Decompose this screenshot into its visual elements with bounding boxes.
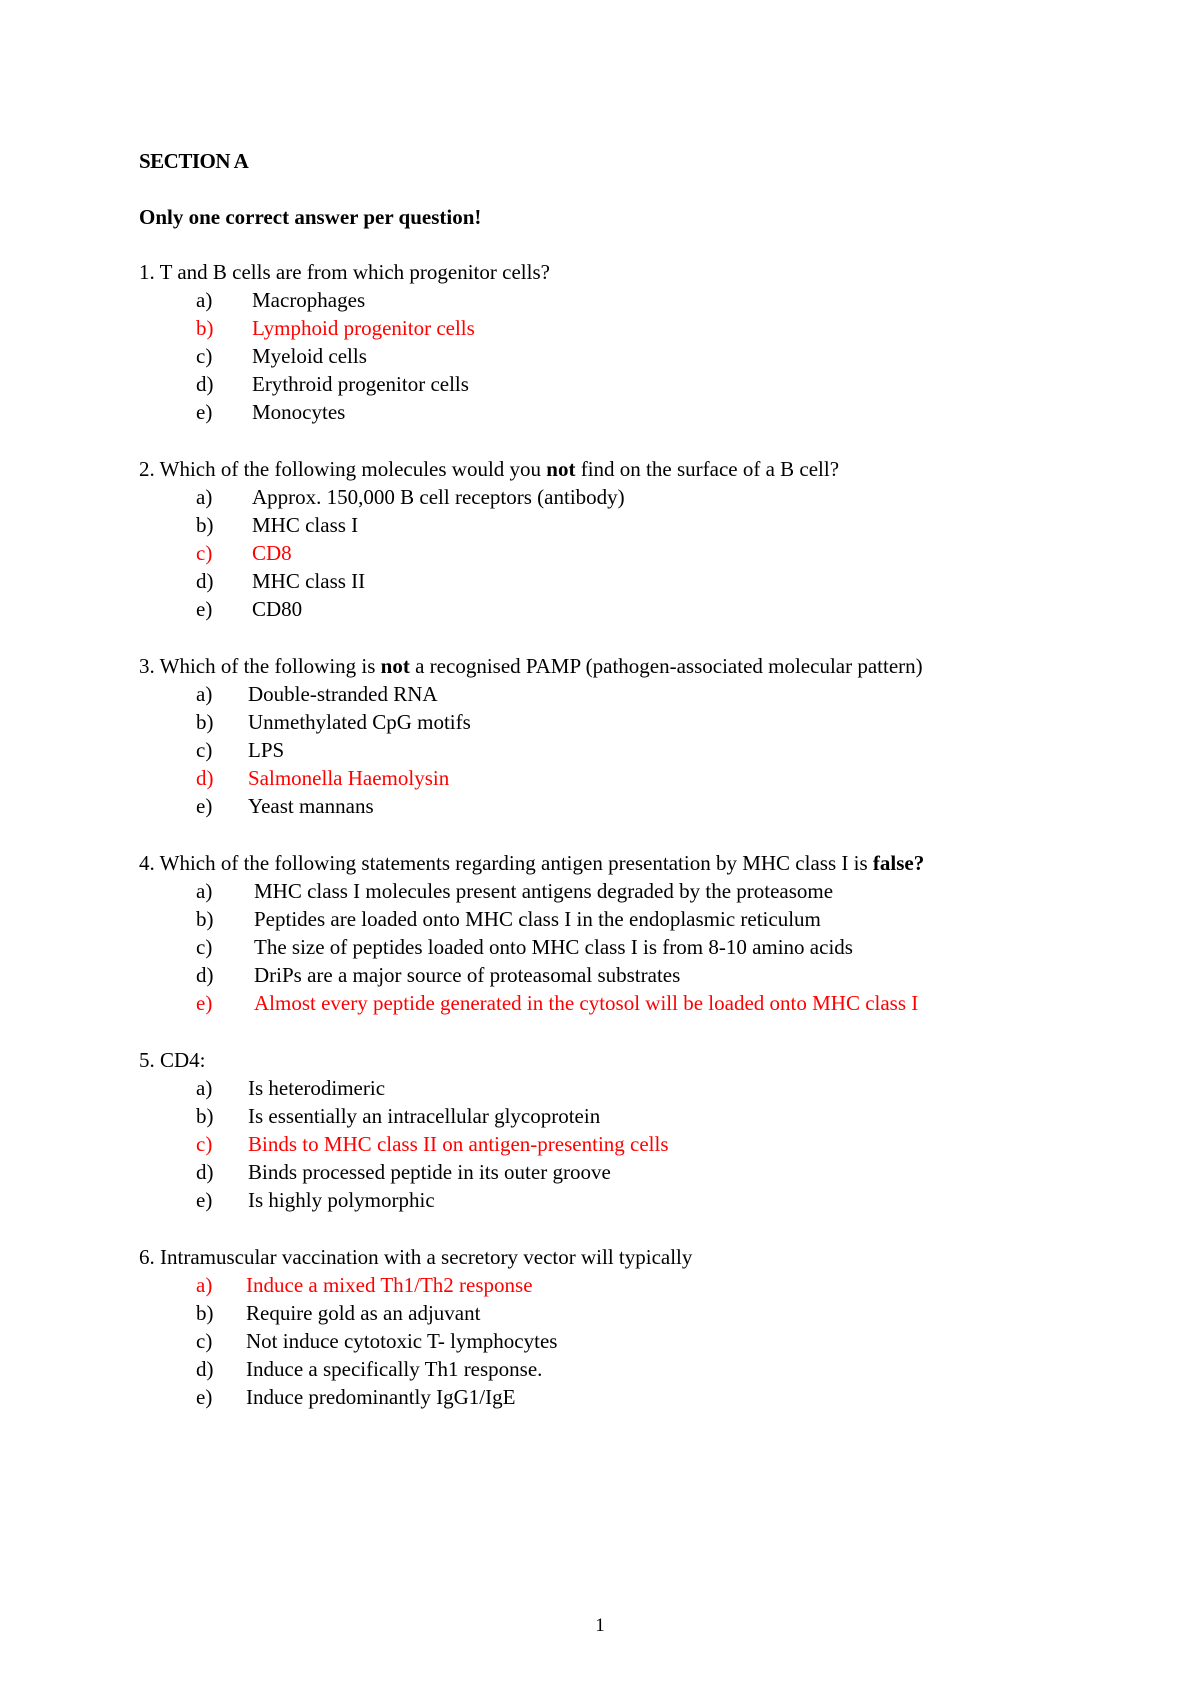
- question-stem: 3. Which of the following is not a recognised PAMP (pathogen-associated molecular pattern): [139, 654, 923, 678]
- answer-option: b) Require gold as an adjuvant: [196, 1301, 481, 1325]
- answer-option-correct: d) Salmonella Haemolysin: [196, 766, 450, 790]
- answer-option: a) Approx. 150,000 B cell receptors (antibody): [196, 485, 625, 509]
- question-2: [139, 455, 1119, 623]
- answer-option: d) MHC class II: [196, 569, 366, 593]
- answer-option-correct: c) CD8: [196, 541, 292, 565]
- page-number: 1: [595, 1615, 605, 1636]
- answer-option: a) Macrophages: [196, 288, 366, 312]
- answer-option: e) Yeast mannans: [196, 794, 374, 818]
- answer-option: a) Double-stranded RNA: [196, 682, 438, 706]
- answer-option: b) Is essentially an intracellular glycoprotein: [196, 1104, 601, 1128]
- question-stem: 5. CD4:: [139, 1048, 206, 1072]
- answer-option: c) Not induce cytotoxic T- lymphocytes: [196, 1329, 558, 1353]
- answer-option: c) Myeloid cells: [196, 344, 367, 368]
- answer-option: d) DriPs are a major source of proteasomal substrates: [196, 963, 681, 987]
- answer-option: b) Unmethylated CpG motifs: [196, 710, 471, 734]
- section-title: SECTION A: [139, 149, 249, 173]
- answer-option: c) The size of peptides loaded onto MHC class I is from 8-10 amino acids: [196, 935, 853, 959]
- answer-option: e) Monocytes: [196, 400, 346, 424]
- answer-option-correct: b) Lymphoid progenitor cells: [196, 316, 475, 340]
- answer-option-correct: c) Binds to MHC class II on antigen-presenting cells: [196, 1132, 669, 1156]
- answer-option-correct: a) Induce a mixed Th1/Th2 response: [196, 1273, 533, 1297]
- question-stem: 4. Which of the following statements regarding antigen presentation by MHC class I is false?: [139, 851, 925, 875]
- answer-option: d) Binds processed peptide in its outer groove: [196, 1160, 611, 1184]
- instructions: Only one correct answer per question!: [139, 205, 482, 229]
- question-6: [139, 1243, 1119, 1411]
- answer-option: a) MHC class I molecules present antigens degraded by the proteasome: [196, 879, 834, 903]
- answer-option: a) Is heterodimeric: [196, 1076, 386, 1100]
- question-1: [139, 258, 1119, 426]
- answer-option: b) Peptides are loaded onto MHC class I in the endoplasmic reticulum: [196, 907, 821, 931]
- answer-option: d) Erythroid progenitor cells: [196, 372, 469, 396]
- answer-option: e) CD80: [196, 597, 303, 621]
- answer-option: d) Induce a specifically Th1 response.: [196, 1357, 543, 1381]
- answer-option: e) Induce predominantly IgG1/IgE: [196, 1385, 516, 1409]
- question-stem: 2. Which of the following molecules would you not find on the surface of a B cell?: [139, 457, 840, 481]
- answer-option: c) LPS: [196, 738, 285, 762]
- question-4: [139, 849, 1119, 1017]
- question-5: [139, 1046, 1119, 1214]
- question-stem: 1. T and B cells are from which progenitor cells?: [139, 260, 550, 284]
- answer-option: e) Is highly polymorphic: [196, 1188, 435, 1212]
- question-stem: 6. Intramuscular vaccination with a secretory vector will typically: [139, 1245, 693, 1269]
- answer-option: b) MHC class I: [196, 513, 359, 537]
- answer-option-correct: e) Almost every peptide generated in the cytosol will be loaded onto MHC class I: [196, 991, 919, 1015]
- question-3: [139, 652, 1119, 820]
